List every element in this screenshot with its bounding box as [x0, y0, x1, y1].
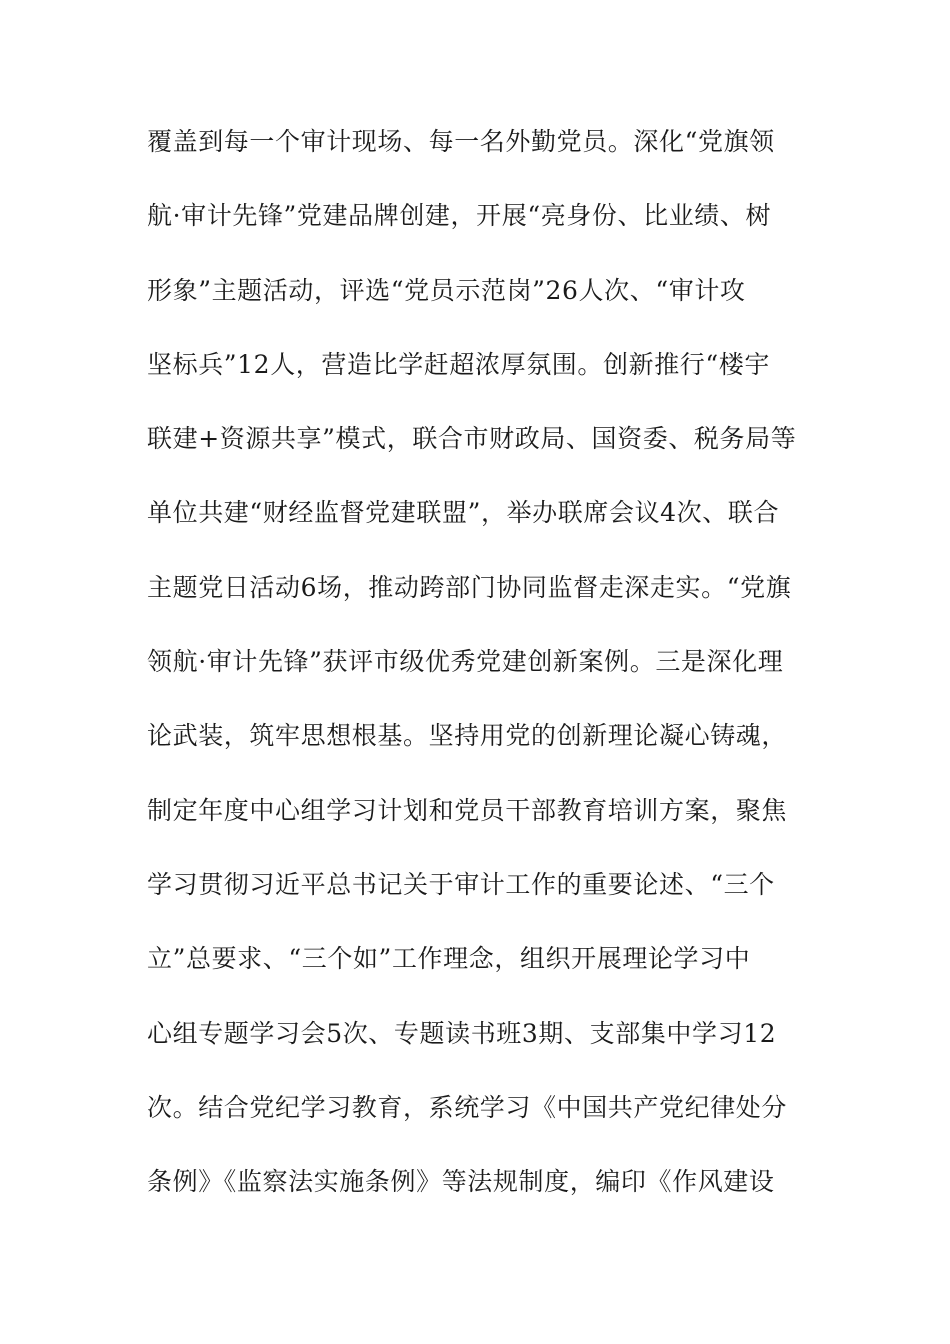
text-line-1: 覆盖到每一个审计现场、每一名外勤党员。深化“党旗领: [147, 127, 775, 156]
text-line-10: 制定年度中心组学习计划和党员干部教育培训方案，聚焦: [147, 795, 788, 825]
text-line-14: 次。结合党纪学习教育，系统学习《中国共产党纪律处分: [147, 1092, 788, 1122]
text-line-11: 学习贯彻习近平总书记关于审计工作的重要论述、“三个: [147, 869, 775, 899]
text-line-5: 联建+资源共享”模式，联合市财政局、国资委、税务局等: [147, 424, 797, 454]
text-line-2: 航·审计先锋”党建品牌创建，开展“亮身份、比业绩、树: [147, 201, 772, 231]
text-line-15: 条例》《监察法实施条例》等法规制度，编印《作风建设: [147, 1167, 775, 1197]
text-line-9: 论武装，筑牢思想根基。坚持用党的创新理论凝心铸魂，: [147, 721, 788, 751]
text-line-13: 心组专题学习会5次、专题读书班3期、支部集中学习12: [147, 1018, 777, 1048]
text-line-7: 主题党日活动6场，推动跨部门协同监督走深走实。“党旗: [147, 572, 792, 602]
body-paragraph: [147, 118, 817, 1232]
text-line-3: 形象”主题活动，评选“党员示范岗”26人次、“审计攻: [147, 275, 746, 305]
text-line-12: 立”总要求、“三个如”工作理念，组织开展理论学习中: [147, 944, 751, 974]
text-line-6: 单位共建“财经监督党建联盟”，举办联席会议4次、联合: [147, 498, 780, 528]
text-line-4: 坚标兵”12人，营造比学赶超浓厚氛围。创新推行“楼宇: [147, 349, 770, 379]
text-line-8: 领航·审计先锋”获评市级优秀党建创新案例。三是深化理: [147, 647, 784, 677]
